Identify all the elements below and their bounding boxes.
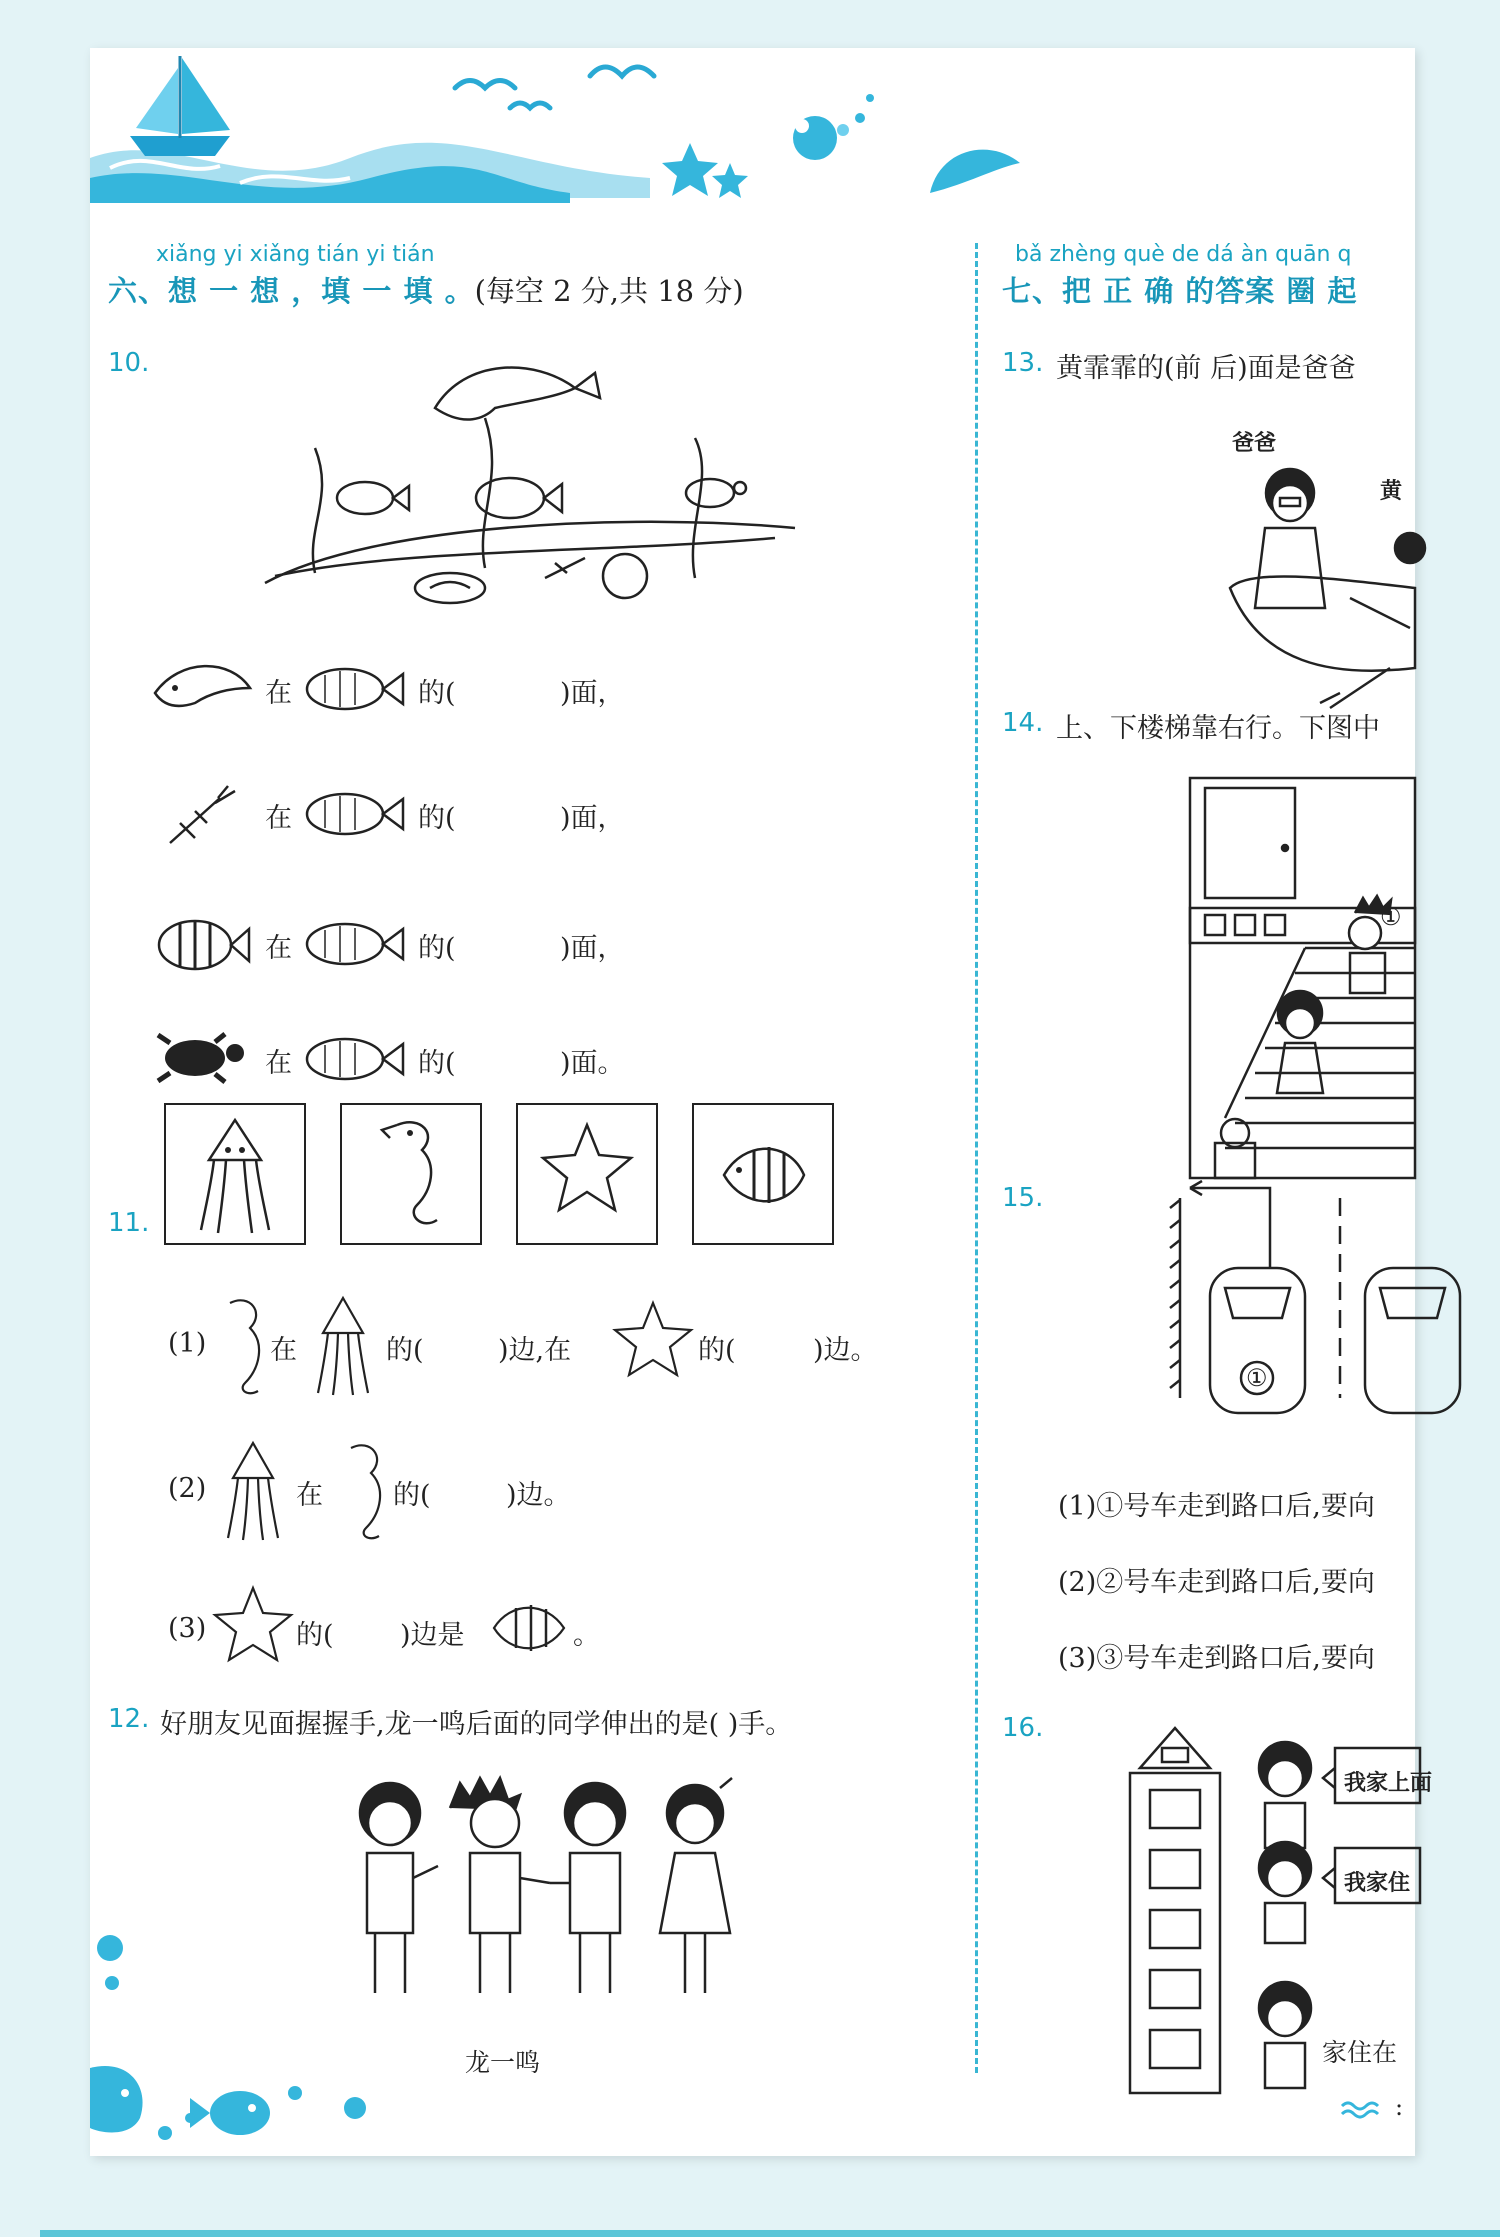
underwater-scene-illustration <box>255 348 795 578</box>
squid-icon <box>213 1438 293 1543</box>
father-figure <box>1255 469 1325 608</box>
children-handshake-illustration <box>345 1768 765 2028</box>
section-7-pinyin: bǎ zhèng què de dá àn quān q <box>1015 242 1352 267</box>
question-10-line-2: 在 的( )面， <box>150 778 750 848</box>
boat-illustration <box>1210 448 1415 708</box>
child-figure <box>1259 1842 1311 1943</box>
seagull-icon <box>455 67 654 108</box>
speech-bubble-1-text: 我家上面 <box>1344 1770 1433 1796</box>
question-11-number: 11. <box>108 1208 150 1238</box>
fish-icon <box>300 661 410 721</box>
question-15-line-3: (3)③号车走到路口后,要向 <box>1058 1643 1375 1674</box>
seahorse-box <box>340 1103 482 1245</box>
bottom-accent-bar <box>40 2230 1500 2237</box>
squid-icon <box>303 1293 383 1398</box>
fish-footer-decoration <box>90 2038 320 2158</box>
bubble-icon <box>340 2088 370 2128</box>
turtle-icon <box>150 1028 260 1088</box>
shell-icon <box>793 116 1020 193</box>
starfish-icon <box>518 1105 656 1243</box>
wave-icon <box>1340 2098 1390 2120</box>
question-13-number: 13. <box>1002 348 1044 378</box>
huang-label: 黄 <box>1380 478 1403 504</box>
child-figure <box>660 1778 732 1993</box>
section-6-points: (每空 2 分,共 18 分) <box>474 274 744 308</box>
column-divider <box>975 243 978 2073</box>
question-10-line-3: 在 的( )面， <box>150 908 750 978</box>
angelfish-icon <box>486 1593 576 1663</box>
fish-icon <box>300 1031 410 1091</box>
building-icon <box>1130 1773 1220 2093</box>
car-1-number: ① <box>1246 1364 1268 1392</box>
question-14-number: 14. <box>1002 708 1044 738</box>
lobster-icon <box>150 783 260 848</box>
question-11-line-1: (1) 在 的( )边,在 的( )边。 <box>168 1288 948 1398</box>
starfish-icon <box>662 143 748 198</box>
dad-label: 爸爸 <box>1232 430 1277 456</box>
worksheet-page <box>90 48 1433 2156</box>
road-cars-illustration <box>1170 1168 1415 1438</box>
striped-fish-icon <box>150 913 260 978</box>
bubble-icon <box>90 1928 130 2008</box>
lobster-icon <box>545 558 585 578</box>
angelfish-icon <box>694 1105 832 1243</box>
question-16-line-3: 家住在 <box>1322 2038 1398 2067</box>
shell-icon <box>415 573 485 603</box>
starfish-icon <box>208 1583 298 1673</box>
staircase-illustration <box>1185 778 1415 1188</box>
child-figure <box>550 1783 625 1993</box>
question-15-line-2: (2)②号车走到路口后,要向 <box>1058 1567 1375 1598</box>
seaweed-icon <box>313 418 702 578</box>
question-15-number: 15. <box>1002 1183 1044 1213</box>
question-10-line-1: 在 的( )面， <box>150 653 750 723</box>
child-figure <box>1259 1742 1311 1848</box>
fish-icon <box>300 916 410 976</box>
question-16-number: 16. <box>1002 1713 1044 1743</box>
girl-figure <box>1277 991 1323 1093</box>
seahorse-icon <box>210 1293 270 1398</box>
section-6-pinyin: xiǎng yi xiǎng tián yi tián <box>156 242 435 267</box>
question-12-text: 好朋友见面握握手,龙一鸣后面的同学伸出的是( )手。 <box>160 1709 793 1740</box>
turtle-icon <box>686 479 746 507</box>
student-name-caption: 龙一鸣 <box>465 2048 541 2077</box>
question-12-number: 12. <box>108 1704 150 1734</box>
fish-icon <box>337 482 409 514</box>
door-icon <box>1205 788 1295 898</box>
starfish-icon <box>608 1298 698 1388</box>
question-13-text: 黄霏霏的(前 后)面是爸爸 <box>1056 353 1356 384</box>
dolphin-icon <box>150 658 260 718</box>
starfish-box <box>516 1103 658 1245</box>
question-14-text: 上、下楼梯靠右行。下图中 <box>1056 713 1380 744</box>
squid-icon <box>166 1105 304 1243</box>
question-15-line-1: (1)①号车走到路口后,要向 <box>1058 1491 1375 1522</box>
fish-icon <box>190 2091 270 2135</box>
question-11-line-2: (2) 在 的( )边。 <box>168 1433 948 1543</box>
question-11-line-3: (3) 的( )边是 。 <box>168 1573 948 1683</box>
section-6-title: 六、想 一 想 ，填 一 填 。(每空 2 分,共 18 分) <box>108 274 744 308</box>
page-number: : <box>1395 2093 1404 2121</box>
squid-box <box>164 1103 306 1245</box>
fish-icon <box>300 786 410 846</box>
child-figure <box>1259 1982 1311 2088</box>
child-figure <box>360 1783 438 1993</box>
section-7-title: 七、把 正 确 的答案 圈 起 <box>1002 274 1358 308</box>
seahorse-icon <box>342 1105 480 1243</box>
speech-bubble-2-text: 我家住 <box>1344 1870 1411 1896</box>
dolphin-icon <box>435 368 600 420</box>
angelfish-box <box>692 1103 834 1245</box>
stair-marker-1: ① <box>1380 903 1402 931</box>
ocean-header-decoration <box>90 48 1415 218</box>
child-figure <box>450 1778 550 1993</box>
question-10-number: 10. <box>108 348 150 378</box>
question-10-line-4: 在 的( )面。 <box>150 1023 750 1093</box>
sailboat-icon <box>130 56 230 156</box>
seahorse-icon <box>331 1438 391 1543</box>
